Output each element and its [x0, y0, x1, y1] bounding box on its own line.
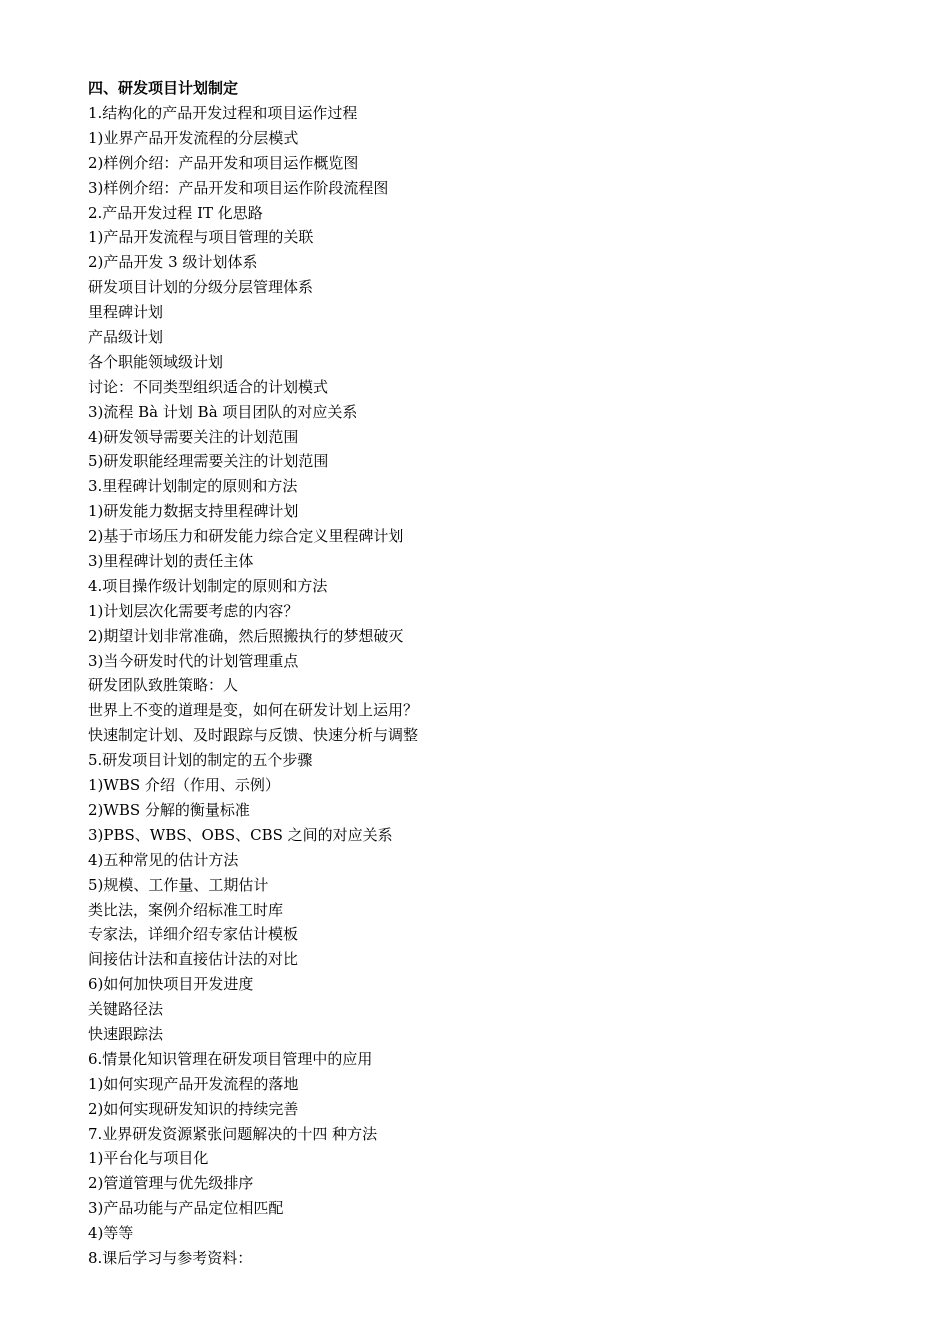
text-line: 3)流程 Bà 计划 Bà 项目团队的对应关系 [88, 402, 358, 421]
text-line: 快速跟踪法 [88, 1024, 164, 1043]
text-line: 世界上不变的道理是变，如何在研发计划上运用？ [88, 701, 419, 720]
text-line: 4)五种常见的估计方法 [88, 850, 239, 869]
text-line: 类比法，案例介绍标准工时库 [88, 900, 284, 919]
text-line: 5.研发项目计划的制定的五个步骤 [88, 751, 313, 770]
text-line: 研发项目计划的分级分层管理体系 [88, 278, 314, 297]
text-line: 6.情景化知识管理在研发项目管理中的应用 [88, 1049, 373, 1068]
text-line: 1)如何实现产品开发流程的落地 [88, 1074, 299, 1093]
text-line: 关键路径法 [88, 1000, 164, 1019]
section-heading: 四、研发项目计划制定 [88, 79, 239, 97]
text-line: 1)产品开发流程与项目管理的关联 [88, 228, 314, 247]
text-line: 1)计划层次化需要考虑的内容？ [88, 601, 299, 620]
text-line: 5)研发职能经理需要关注的计划范围 [88, 452, 329, 471]
text-line: 2)如何实现研发知识的持续完善 [88, 1099, 299, 1118]
text-line: 快速制定计划、及时跟踪与反馈、快速分析与调整 [88, 726, 419, 745]
text-line: 4)研发领导需要关注的计划范围 [88, 427, 299, 446]
text-line: 2)管道管理与优先级排序 [88, 1174, 254, 1193]
text-line: 1)WBS 介绍（作用、示例） [88, 776, 280, 795]
text-line: 1)平台化与项目化 [88, 1149, 209, 1168]
text-line: 8.课后学习与参考资料： [88, 1248, 253, 1267]
text-line: 1)研发能力数据支持里程碑计划 [88, 502, 299, 521]
text-line: 3)样例介绍：产品开发和项目运作阶段流程图 [88, 178, 389, 197]
text-line: 2)期望计划非常准确，然后照搬执行的梦想破灭 [88, 626, 404, 645]
text-line: 3)产品功能与产品定位相匹配 [88, 1199, 284, 1218]
text-line: 里程碑计划 [88, 303, 164, 322]
text-line: 4)等等 [88, 1224, 134, 1243]
text-line: 2.产品开发过程 IT 化思路 [88, 203, 263, 222]
text-line: 3)当今研发时代的计划管理重点 [88, 651, 299, 670]
text-line: 专家法，详细介绍专家估计模板 [88, 925, 299, 944]
text-line: 2)产品开发 3 级计划体系 [88, 253, 258, 272]
text-line: 1.结构化的产品开发过程和项目运作过程 [88, 104, 358, 122]
text-line: 7.业界研发资源紧张问题解决的十四 种方法 [88, 1124, 378, 1143]
text-line: 3)PBS、WBS、OBS、CBS 之间的对应关系 [88, 825, 393, 844]
text-line: 间接估计法和直接估计法的对比 [88, 950, 299, 969]
text-line: 3.里程碑计划制定的原则和方法 [88, 477, 298, 496]
text-line: 研发团队致胜策略：人 [88, 676, 239, 695]
text-line: 3)里程碑计划的责任主体 [88, 552, 254, 571]
text-line: 产品级计划 [88, 328, 164, 347]
text-line: 2)基于市场压力和研发能力综合定义里程碑计划 [88, 527, 404, 546]
text-line: 各个职能领域级计划 [88, 352, 224, 371]
text-line: 6)如何加快项目开发进度 [88, 975, 254, 994]
text-line: 2)样例介绍：产品开发和项目运作概览图 [88, 153, 359, 172]
document-body [88, 76, 888, 1271]
text-line: 4.项目操作级计划制定的原则和方法 [88, 576, 328, 595]
text-line: 5)规模、工作量、工期估计 [88, 875, 269, 894]
text-line: 讨论：不同类型组织适合的计划模式 [88, 377, 329, 396]
text-line: 1)业界产品开发流程的分层模式 [88, 128, 299, 147]
text-line: 2)WBS 分解的衡量标准 [88, 800, 250, 819]
